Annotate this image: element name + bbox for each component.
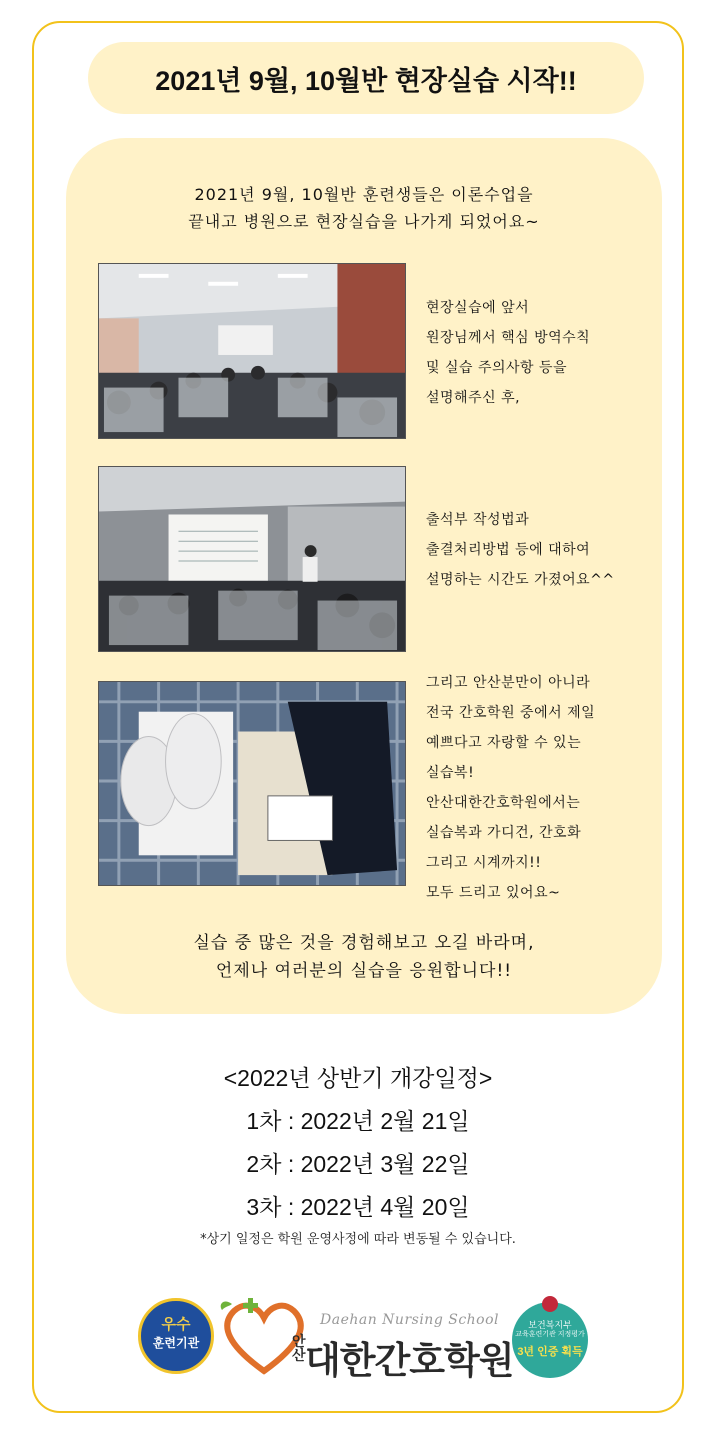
badge-line: 우수 <box>161 1316 191 1333</box>
badge-line: 교육훈련기관 지정평가 <box>515 1331 585 1338</box>
schedule-row: 3차 : 2022년 4월 20일 <box>246 1194 470 1220</box>
caption-line: 예쁘다고 자랑할 수 있는 <box>426 735 582 751</box>
caption-line: 실습복! <box>426 765 475 781</box>
schedule-heading: <2022년 상반기 개강일정> <box>223 1065 493 1091</box>
caption-line: 실습복과 가디건, 간호화 <box>426 825 582 841</box>
caption-line: 안산대한간호학원에서는 <box>426 795 581 811</box>
logo-english: Daehan Nursing School <box>320 1312 500 1328</box>
closing-text <box>66 929 662 985</box>
lecture-photo <box>98 466 406 652</box>
caption-2 <box>426 505 615 595</box>
caption-line: 그리고 시계까지!! <box>426 855 542 871</box>
schedule-row: 2차 : 2022년 3월 22일 <box>246 1151 470 1177</box>
caption-3 <box>426 668 595 908</box>
badge-line: 3년 인증 획득 <box>517 1346 583 1358</box>
logo-korean: 대한간호학원 <box>305 1340 514 1381</box>
intro-line: 끝내고 병원으로 현장실습을 나가게 되었어요~ <box>188 212 540 231</box>
closing-line: 실습 중 많은 것을 경험해보고 오길 바라며, <box>193 933 535 953</box>
caption-line: 출결처리방법 등에 대하여 <box>426 542 591 558</box>
caption-line: 설명하는 시간도 가졌어요^^ <box>426 572 615 588</box>
caption-1 <box>426 293 590 413</box>
logo-prefix: 안산 <box>292 1333 306 1363</box>
caption-line: 모두 드리고 있어요~ <box>426 885 561 901</box>
caption-line: 출석부 작성법과 <box>426 512 530 528</box>
intro-text <box>66 181 662 235</box>
schedule-note: *상기 일정은 학원 운영사정에 따라 변동될 수 있습니다. <box>200 1232 516 1247</box>
caption-line: 및 실습 주의사항 등을 <box>426 360 568 376</box>
caption-line: 설명해주신 후, <box>426 390 521 406</box>
caption-line: 그리고 안산분만이 아니라 <box>426 675 591 691</box>
caption-line: 원장님께서 핵심 방역수칙 <box>426 330 591 346</box>
badge-line: 훈련기관 <box>152 1336 200 1350</box>
schedule-row: 1차 : 2022년 2월 21일 <box>246 1108 470 1134</box>
badge-line: 보건복지부 <box>528 1320 572 1330</box>
caption-line: 전국 간호학원 중에서 제일 <box>426 705 596 721</box>
closing-line: 언제나 여러분의 실습을 응원합니다!! <box>215 961 513 981</box>
page-title: 2021년 9월, 10월반 현장실습 시작!! <box>88 42 644 114</box>
ministry-certification-badge <box>512 1302 588 1378</box>
excellent-training-badge <box>138 1298 214 1374</box>
classroom-photo <box>98 263 406 439</box>
caption-line: 현장실습에 앞서 <box>426 300 530 316</box>
uniform-photo <box>98 681 406 886</box>
ribbon-icon <box>542 1296 558 1312</box>
intro-line: 2021년 9월, 10월반 훈련생들은 이론수업을 <box>194 185 534 204</box>
